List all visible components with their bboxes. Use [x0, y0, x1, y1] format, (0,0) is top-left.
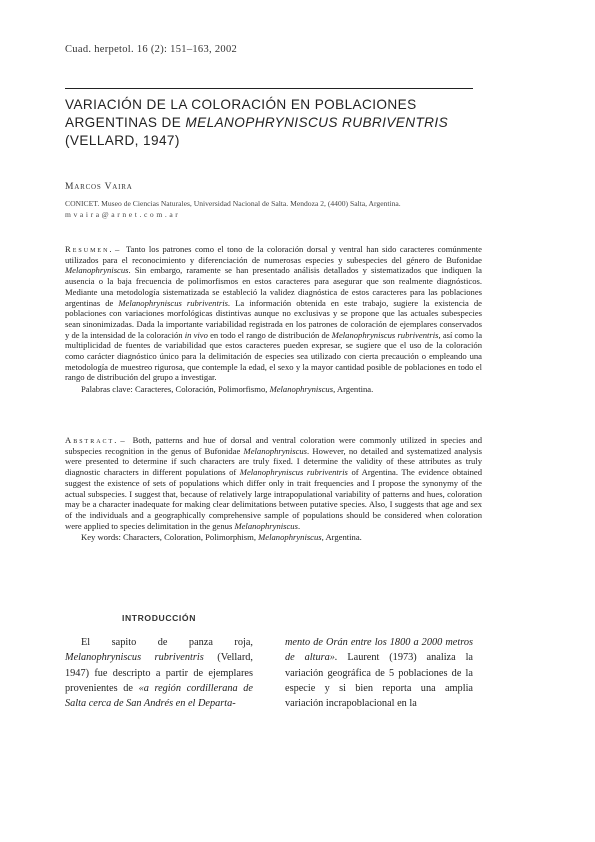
resumen-paragraph: Resumen. – Tanto los patrones como el tono de la coloración dorsal y ventral han sido caracteres comúnmente utilizados para el reconocimiento y diferenciación de numerosas especies y subespecies del género de Bufonidae Melanophryniscus. Sin embargo, raramente se han presentado análisis detallados y sistematizados que indiquen la ausencia o la baja frecuencia de polimorfismos en estos caracteres para asegurar que son realmente diagnósticos. Mediante una metodología sistematizada se estableció la validez diagnóstica de estos caracteres para las poblaciones argentinas de Melanophryniscus rubriventris. La información obtenida en este trabajo, sugiere la existencia de poblaciones con variaciones morfológicas distintivas aunque no exclusivas y se propone que las actuales subespecies sean sinonimizadas. Dada la importante variabilidad registrada en los patrones de coloración de ejemplares conservados y de la intensidad de la coloración in vivo en todo el rango de distribución de Melanophryniscus rubriventris, así como la multiplicidad de fuentes de variabilidad que estos caracteres pueden expresar, se sugiere que el uso de la coloración como carácter diagnóstico único para la delimitación de especies sea utilizado con cierta precaución o empleando una metodología de muestreo rigurosa, que contemple la edad, el sexo y la mayor cantidad posible de poblaciones en todo el rango de distribución del grupo a investigar. [65, 244, 483, 383]
resumen-genus: Melanophryniscus [65, 265, 129, 276]
intro-right-column [285, 635, 473, 711]
resumen-in-vivo: in vivo [184, 329, 208, 340]
author-name: Marcos Vaira [65, 182, 133, 192]
resumen-species-1: Melanophryniscus rubriventris [118, 297, 228, 308]
resumen-section [65, 244, 482, 395]
article-title [65, 96, 505, 150]
resumen-label: Resumen [65, 244, 110, 254]
title-line-1: VARIACIÓN DE LA COLORACIÓN EN POBLACIONES [65, 97, 417, 112]
abstract-keywords-end: , Argentina. [321, 532, 362, 543]
abstract-section [65, 435, 482, 543]
abstract-label: Abstract [65, 435, 115, 445]
resumen-text-3: . La información obtenida en este trabajo, sugiere la existencia de poblaciones con variaciones morfológicas distintivas aunque no exclusivas y se propone que las actuales subespecies sean sinonimizadas. Dada la importante variabilidad registrada en los patrones de coloración de ejemplares conservados y de la intensidad de la coloración [65, 297, 482, 340]
abstract-keywords-text: Characters, Coloration, Polimorphism, [123, 532, 256, 543]
abstract-text-1: Both, patterns and hue of dorsal and ventral coloration were commonly utilized in species and subspecies recognition in the genus of Bufonidae [65, 435, 482, 456]
intro-right-quote: mento de Orán entre los 1800 a 2000 metros de altura». [285, 637, 473, 664]
intro-left-text-2: (Vellard, 1947) fue descripto a partir de ejemplares provenientes de [65, 652, 254, 694]
intro-left-species: Melanophryniscus rubriventris [65, 652, 204, 664]
header-rule [65, 88, 473, 89]
journal-reference: Cuad. herpetol. 16 (2): 151–163, 2002 [65, 44, 238, 55]
abstract-text-end: . [297, 520, 301, 531]
author-email: mvaira@arnet.com.ar [65, 210, 181, 219]
abstract-genus-1: Melanophryniscus [243, 445, 308, 456]
resumen-text-5: , así como la multiplicidad de fuentes de variabilidad que estos caracteres pueden expresar, se sugiere que el uso de la coloración como carácter diagnóstico único para la delimitación de especies sea utilizado con cierta precaución o empleando una metodología de muestreo rigurosa, que contemple la edad, el sexo y la mayor cantidad posible de poblaciones en todo el rango de distribución del grupo a investigar. [65, 329, 483, 383]
affiliation-text: CONICET. Museo de Ciencias Naturales, Universidad Nacional de Salta. Mendoza 2, (4400) Salta, Argentina. [65, 199, 401, 208]
intro-left-text-1: El sapito de panza roja, [81, 637, 253, 648]
resumen-text-2: . Sin embargo, raramente se han presentado análisis detallados y sistematizados que indiquen la ausencia o la baja frecuencia de polimorfismos en estos caracteres para asegurar que son realmente diagnósticos. Mediante una metodología sistematizada se estableció la validez diagnóstica de estos caracteres para las poblaciones argentinas de [65, 265, 482, 308]
resumen-keywords-label: Palabras clave: [81, 384, 133, 395]
intro-left-quote: «a región cordillerana de Salta cerca de San Andrés en el Departa- [65, 682, 254, 710]
resumen-text-4: en todo el rango de distribución de [210, 329, 330, 340]
title-line-2-prefix: ARGENTINAS DE [65, 115, 186, 130]
resumen-keywords-text: Caracteres, Coloración, Polimorfismo, [134, 384, 268, 395]
resumen-text-1: Tanto los patrones como el tono de la coloración dorsal y ventral han sido caracteres comúnmente utilizados para el reconocimiento y diferenciación de numerosas especies y subespecies del género de Bufonidae [65, 244, 482, 265]
abstract-genus-2: Melanophryniscus [234, 520, 298, 531]
title-line-3: (VELLARD, 1947) [65, 133, 180, 148]
resumen-keywords [65, 384, 482, 395]
intro-left-column [65, 635, 253, 711]
abstract-keywords-label: Key words: [81, 532, 121, 543]
author-affiliation [65, 198, 485, 220]
abstract-paragraph: Abstract. – Both, patterns and hue of dorsal and ventral coloration were commonly utilized in species and subspecies recognition in the genus of Bufonidae Melanophryniscus. However, no detailed and systematized analysis were presented to determine if such characters are truly fixed. I determine the validity of these attributes as truly diagnostic characters in different populations of Melanophryniscus rubriventris of Argentina. The evidence obtained suggest the existence of sets of populations which differ only in trait frequencies and I propose the synonymy of the actual subspecies. I suggest that, because of relatively large intrapopulational variability of patterns and hues, coloration may be a character inadequate for making clear delimitations between putative species. Also, I suggests that age and sex of the individuals and a geographically comprehensive sample of populations should be considered when coloration were applied to species delimitation in the genus Melanophryniscus. [65, 435, 482, 531]
resumen-species-2: Melanophryniscus rubriventris [331, 329, 439, 340]
resumen-keywords-genus: Melanophryniscus [269, 384, 334, 395]
abstract-species: Melanophryniscus rubriventris [239, 467, 348, 478]
abstract-keywords-genus: Melanophryniscus [258, 532, 322, 543]
abstract-text-2: . However, no detailed and systematized analysis were presented to determine if such characters are truly fixed. I determine the validity of these attributes as truly diagnostic characters in different populations of [65, 445, 482, 478]
intro-right-text-1: Laurent (1973) analiza la variación geográfica de 5 poblaciones de la especie y si bien reporta una amplia variación incrapoblacional en la [285, 652, 473, 710]
abstract-text-3: of Argentina. The evidence obtained suggest the existence of sets of populations which differ only in trait frequencies and I propose the synonymy of the actual subspecies. I suggest that, because of relatively large intrapopulational variability of patterns and hues, coloration may be a character inadequate for making clear delimitations between putative species. Also, I suggests that age and sex of the individuals and a geographically comprehensive sample of populations should be considered when coloration were applied to species delimitation in the genus [65, 467, 482, 531]
title-species: MELANOPHRYNISCUS RUBRIVENTRIS [185, 115, 449, 130]
title-line-2 [65, 114, 505, 132]
section-heading-introduccion: INTRODUCCIÓN [121, 613, 197, 623]
resumen-keywords-end: , Argentina. [333, 384, 374, 395]
abstract-keywords [65, 532, 482, 543]
